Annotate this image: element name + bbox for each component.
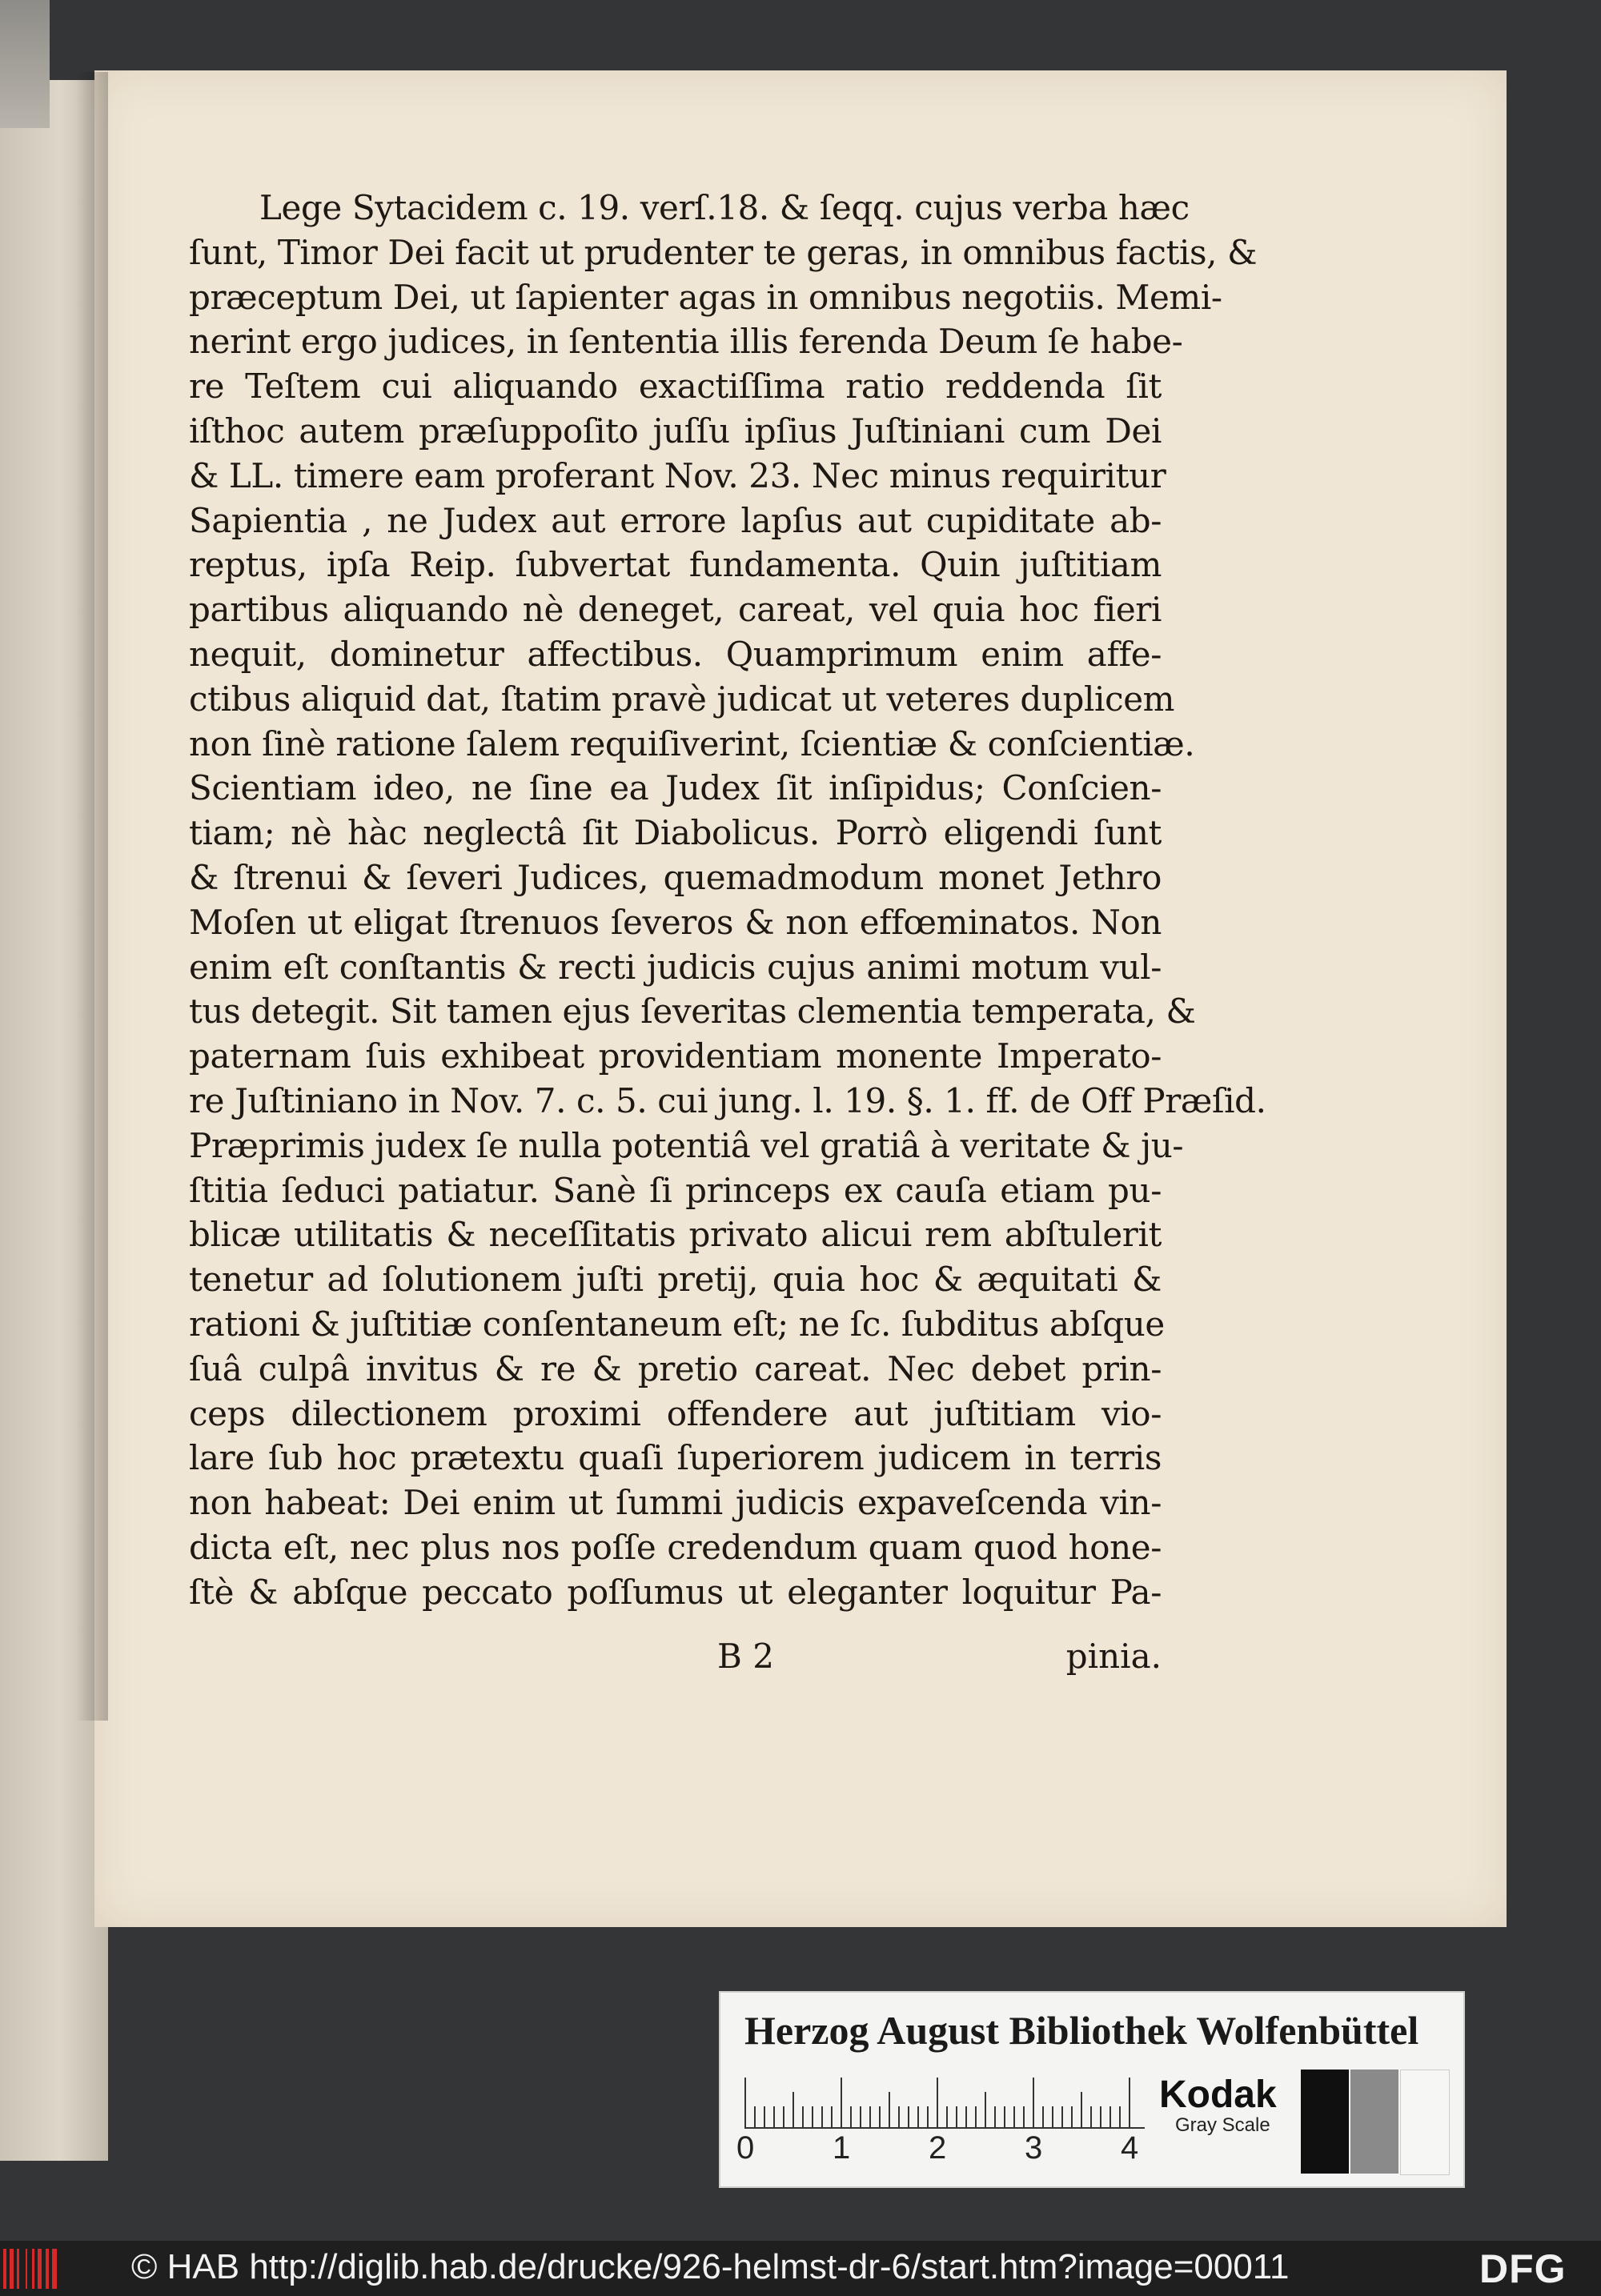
barcode-stripe: [32, 2249, 34, 2289]
ruler-tick: [889, 2092, 890, 2127]
text-line: Sapientia , ne Judex aut errore lapſus aut cupiditate ab-: [189, 500, 1162, 540]
ruler-tick: [1081, 2092, 1082, 2127]
ruler-number: 2: [929, 2130, 947, 2166]
ruler-tick: [1090, 2106, 1092, 2127]
ruler-tick: [965, 2106, 967, 2127]
barcode-stripe: [38, 2249, 42, 2289]
catchword: pinia.: [1065, 1637, 1162, 1676]
barcode-stripe: [52, 2249, 57, 2289]
text-line: lare ſub hoc prætextu quaſi ſuperiorem judicem in terris: [189, 1438, 1162, 1478]
viewer-footer-bar: [0, 2241, 1601, 2296]
text-line: Præprimis judex ſe nulla potentiâ vel gratiâ à veritate & ju-: [189, 1125, 1184, 1165]
ruler-tick: [841, 2078, 842, 2127]
text-line: Scientiam ideo, ne ſine ea Judex ſit inſipidus; Conſcien-: [189, 768, 1162, 808]
ruler-tick: [994, 2106, 996, 2127]
text-line: tenetur ad ſolutionem juſti pretij, quia hoc & æquitati &: [189, 1260, 1162, 1300]
ruler-tick: [898, 2106, 900, 2127]
text-line: enim eſt conſtantis & recti judicis cujus animi motum vul-: [189, 947, 1162, 987]
ruler-tick: [802, 2106, 804, 2127]
ruler-tick: [927, 2106, 929, 2127]
text-line: tus detegit. Sit tamen ejus ſeveritas clementia temperata, &: [189, 992, 1196, 1032]
ruler-tick: [1033, 2078, 1034, 2127]
kodak-brand: Kodak: [1159, 2074, 1277, 2116]
barcode-icon: [3, 2249, 72, 2289]
gray-patch: [1400, 2070, 1450, 2175]
text-line: re Teſtem cui aliquando exactiſſima ratio reddenda ſit: [189, 367, 1162, 407]
book-cover-corner: [0, 0, 50, 128]
ruler-tick: [792, 2092, 794, 2127]
signature-mark: B 2: [717, 1637, 774, 1676]
ruler-tick: [985, 2092, 986, 2127]
ruler-tick: [812, 2106, 813, 2127]
spine-shadow: [76, 72, 108, 1721]
ruler-tick: [1061, 2106, 1063, 2127]
text-line: paternam ſuis exhibeat providentiam monente Imperato-: [189, 1036, 1162, 1076]
barcode-stripe: [26, 2249, 27, 2289]
ruler-tick: [917, 2106, 919, 2127]
measuring-ruler: [744, 2071, 1145, 2129]
gray-patch: [1350, 2070, 1398, 2174]
ruler-tick: [869, 2106, 871, 2127]
barcode-stripe: [10, 2249, 14, 2289]
text-line: ſtè & abſque peccato poſſumus ut eleganter loquitur Pa-: [189, 1572, 1162, 1612]
ruler-tick: [937, 2078, 938, 2127]
ruler-tick: [879, 2106, 881, 2127]
text-line: rationi & juſtitiæ conſentaneum eſt; ne ſc. ſubditus abſque: [189, 1304, 1165, 1344]
ruler-tick: [1023, 2106, 1025, 2127]
text-line: & LL. timere eam proferant Nov. 23. Nec minus requiritur: [189, 455, 1166, 495]
text-line: nerint ergo judices, in ſententia illis ferenda Deum ſe habe-: [189, 322, 1183, 362]
text-line: ſunt, Timor Dei facit ut prudenter te geras, in omnibus factis, &: [189, 232, 1258, 272]
source-url-link[interactable]: © HAB http://diglib.hab.de/drucke/926-helmst-dr-6/start.htm?image=00011: [131, 2247, 1290, 2286]
gray-patch: [1301, 2070, 1349, 2174]
library-name: Herzog August Bibliothek Wolfenbüttel: [744, 2008, 1419, 2053]
text-line: ctibus aliquid dat, ſtatim pravè judicat ut veteres duplicem: [189, 679, 1175, 719]
text-line: reptus, ipſa Reip. ſubvertat fundamenta. Quin juſtitiam: [189, 545, 1162, 585]
gray-scale-label: Gray Scale: [1175, 2114, 1270, 2136]
ruler-number: 1: [833, 2130, 851, 2166]
ruler-tick: [1042, 2106, 1044, 2127]
ruler-tick: [860, 2106, 861, 2127]
text-line: tiam; nè hàc neglectâ ſit Diabolicus. Porrò eligendi ſunt: [189, 813, 1162, 853]
ruler-numbers: [736, 2130, 1169, 2170]
ruler-tick: [783, 2106, 784, 2127]
text-line: re Juſtiniano in Nov. 7. c. 5. cui jung. l. 19. §. 1. ff. de Off Præſid.: [189, 1080, 1266, 1120]
ruler-tick: [1004, 2106, 1005, 2127]
page-footer-line: [189, 1637, 1162, 1685]
ruler-tick: [1071, 2106, 1073, 2127]
barcode-stripe: [3, 2249, 6, 2289]
ruler-tick: [908, 2106, 909, 2127]
text-line: Lege Sytacidem c. 19. verſ.18. & ſeqq. cujus verba hæc: [259, 188, 1190, 227]
text-line: ceps dilectionem proximi offendere aut juſtitiam vio-: [189, 1393, 1162, 1433]
ruler-tick: [1013, 2106, 1015, 2127]
text-line: ſuâ culpâ invitus & re & pretio careat. Nec debet prin-: [189, 1348, 1162, 1388]
ruler-tick: [956, 2106, 957, 2127]
ruler-tick: [773, 2106, 775, 2127]
ruler-tick: [975, 2106, 977, 2127]
ruler-tick: [831, 2106, 833, 2127]
ruler-tick: [821, 2106, 823, 2127]
ruler-number: 4: [1121, 2130, 1139, 2166]
text-line: non ſinè ratione ſalem requiſiverint, ſcientiæ & conſcientiæ.: [189, 723, 1195, 763]
text-line: Moſen ut eligat ſtrenuos ſeveros & non effœminatos. Non: [189, 902, 1162, 942]
gray-patches: [1301, 2070, 1449, 2174]
ruler-tick: [1129, 2078, 1130, 2127]
ruler-tick: [1052, 2106, 1053, 2127]
ruler-number: 3: [1025, 2130, 1043, 2166]
page-text-block: [189, 186, 1266, 1615]
ruler-tick: [744, 2078, 746, 2127]
ruler-number: 0: [736, 2130, 755, 2166]
text-line: blicæ utilitatis & neceſſitatis privato alicui rem abſtulerit: [189, 1215, 1162, 1255]
ruler-tick: [1109, 2106, 1111, 2127]
text-line: ſtitia ſeduci patiatur. Sanè ſi princeps ex cauſa etiam pu-: [189, 1170, 1162, 1210]
ruler-tick: [1100, 2106, 1101, 2127]
text-line: præceptum Dei, ut ſapienter agas in omnibus negotiis. Memi-: [189, 277, 1222, 317]
text-line: non habeat: Dei enim ut ſummi judicis expaveſcenda vin-: [189, 1483, 1162, 1523]
text-line: dicta eſt, nec plus nos poſſe credendum quam quod hone-: [189, 1527, 1162, 1567]
text-line: partibus aliquando nè deneget, careat, vel quia hoc fieri: [189, 590, 1162, 630]
ruler-tick: [764, 2106, 765, 2127]
barcode-stripe: [17, 2249, 19, 2289]
text-line: & ſtrenui & ſeveri Judices, quemadmodum monet Jethro: [189, 857, 1162, 897]
ruler-tick: [946, 2106, 948, 2127]
ruler-tick: [850, 2106, 852, 2127]
text-line: nequit, dominetur affectibus. Quamprimum enim affe-: [189, 634, 1162, 674]
dfg-logo: DFG: [1479, 2246, 1567, 2291]
ruler-tick: [1119, 2106, 1121, 2127]
text-line: iſthoc autem præſuppoſito juſſu ipſius Juſtiniani cum Dei: [189, 411, 1162, 451]
barcode-stripe: [46, 2249, 49, 2289]
gray-scale-card: [719, 1991, 1465, 2188]
ruler-tick: [754, 2106, 756, 2127]
